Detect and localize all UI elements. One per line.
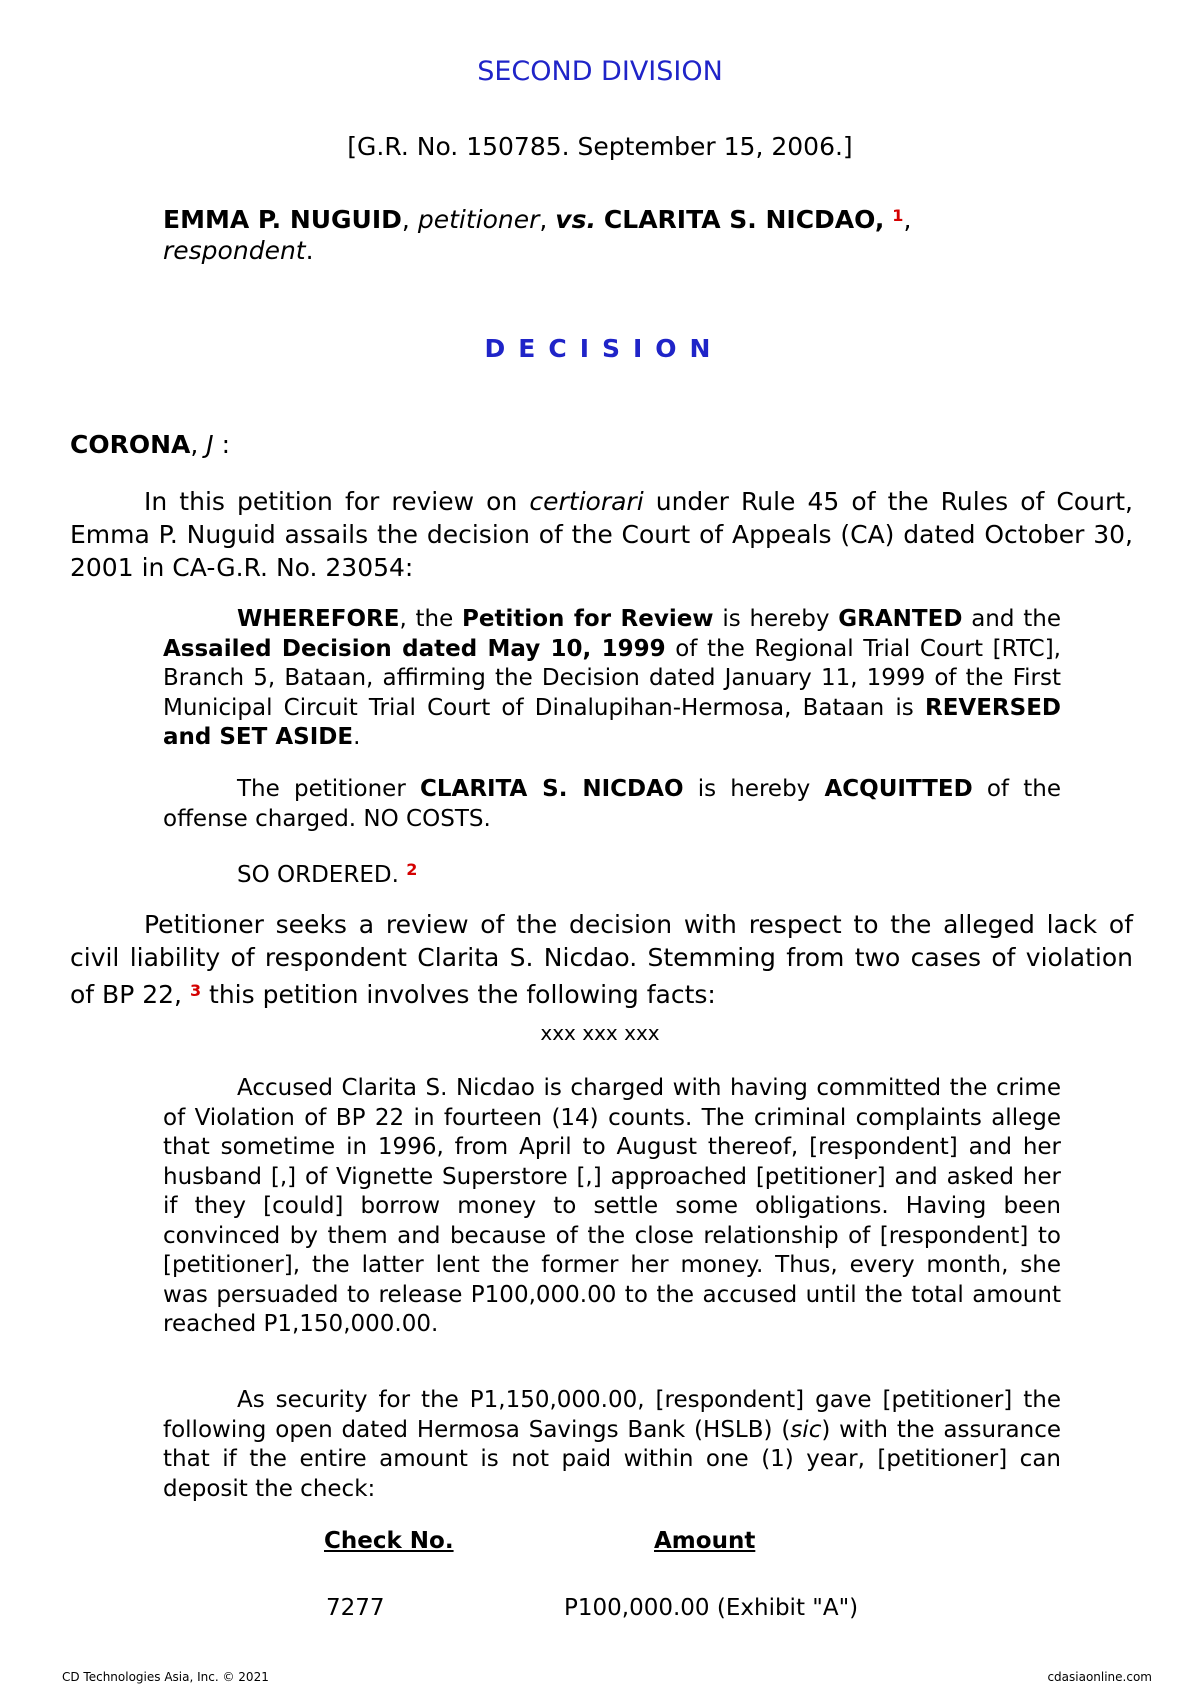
division-heading: SECOND DIVISION (477, 56, 723, 87)
footnote-link-1[interactable]: 1 (892, 206, 904, 225)
section-separator: xxx xxx xxx (540, 1021, 660, 1045)
column-header-check-no: Check No. (324, 1528, 454, 1554)
text-run-italic: sic (790, 1416, 822, 1443)
versus: vs. (555, 205, 596, 234)
column-header-amount: Amount (654, 1528, 756, 1554)
text-run: is hereby (683, 776, 825, 802)
table-cell-check-no: 7277 (326, 1595, 385, 1621)
paragraph-review (70, 908, 1133, 1011)
quote-acquittal (163, 775, 1061, 834)
text-run: As security for the P1,150,000.00, [respondent] gave [petitioner] the following open dated Hermosa Savings Bank (HSLB) ( (163, 1387, 1061, 1443)
text-run-bold: Petition for Review (462, 606, 714, 632)
quote-dispositive (163, 605, 1061, 753)
text-run: . (353, 724, 361, 750)
ponente-title: J (206, 430, 214, 459)
text-run-bold: REVERSED and SET ASIDE (163, 694, 1061, 750)
text-run-bold: CLARITA S. NICDAO (419, 776, 684, 802)
ponente: CORONA, J : (70, 430, 231, 459)
text-run-italic: certiorari (529, 487, 644, 516)
text-run: is hereby (713, 606, 839, 632)
text-run-bold: Assailed Decision dated May 10, 1999 (163, 635, 666, 662)
footer-copyright: CD Technologies Asia, Inc. © 2021 (62, 1670, 269, 1684)
quote-so-ordered (163, 855, 1061, 891)
decision-heading: DECISION (484, 334, 724, 363)
ponente-name: CORONA (70, 430, 191, 459)
quote-security (163, 1386, 1061, 1504)
text-run: , the (399, 606, 463, 632)
petitioner-name: EMMA P. NUGUID (163, 205, 402, 234)
footer-website-link[interactable]: cdasiaonline.com (1047, 1670, 1152, 1684)
quote-facts: Accused Clarita S. Nicdao is charged with having committed the crime of Violation of BP 22 in fourteen (14) counts. The criminal complaints allege that sometime in 1996, from April to August thereof, [respondent] and her husband [,] of Vignette Superstore [,] approached [petitioner] and asked her if they [could] borrow money to settle some obligations. Having been convinced by them and because of the close relationship of [respondent] to [petitioner], the latter lent the former her money. Thus, every month, she was persuaded to release P100,000.00 to the accused until the total amount reached P1,150,000.00. (163, 1075, 1061, 1337)
respondent-role: respondent (163, 236, 306, 265)
text-run: of the Regional Trial Court [RTC], Branch 5, Bataan, affirming the Decision dated January 11, 1999 of the First Municipal Circuit Trial Court of Dinalupihan-Hermosa, Bataan is (163, 635, 1061, 721)
petitioner-role: petitioner (417, 205, 540, 234)
text-run: In this petition for review on (144, 487, 530, 516)
text-run-bold: ACQUITTED (824, 776, 973, 802)
text-run: under Rule 45 of the Rules of Court, Emma P. Nuguid assails the decision of the Court of Appeals (CA) dated October 30, 2001 in CA-G.R. No. 23054: (70, 487, 1133, 582)
text-run: and the (962, 606, 1061, 632)
case-parties: EMMA P. NUGUID, petitioner, vs. CLARITA S. NICDAO, $^1$, respondent. (163, 205, 912, 265)
text-run: Petitioner seeks a review of the decision with respect to the alleged lack of civil liability of respondent Clarita S. Nicdao. Stemming from two cases of violation of BP 22, (70, 910, 1133, 1009)
text-run: The petitioner (237, 776, 420, 802)
text-run: ) with the assurance that if the entire amount is not paid within one (1) year, [petitioner] can deposit the check: (163, 1416, 1061, 1502)
text-run: of the offense charged. NO COSTS. (163, 776, 1061, 832)
table-cell-amount: P100,000.00 (Exhibit "A") (564, 1595, 859, 1621)
text-run-bold: WHEREFORE (237, 606, 400, 632)
text-run: this petition involves the following facts: (201, 980, 716, 1009)
case-number: [G.R. No. 150785. September 15, 2006.] (347, 132, 853, 161)
footnote-link-2[interactable]: 2 (406, 860, 418, 879)
footnote-link-3[interactable]: 3 (189, 981, 202, 1000)
text-run: SO ORDERED. (237, 862, 399, 888)
respondent-name: CLARITA S. NICDAO, (603, 205, 885, 234)
paragraph-intro (70, 485, 1133, 584)
text-run-bold: GRANTED (838, 606, 963, 632)
